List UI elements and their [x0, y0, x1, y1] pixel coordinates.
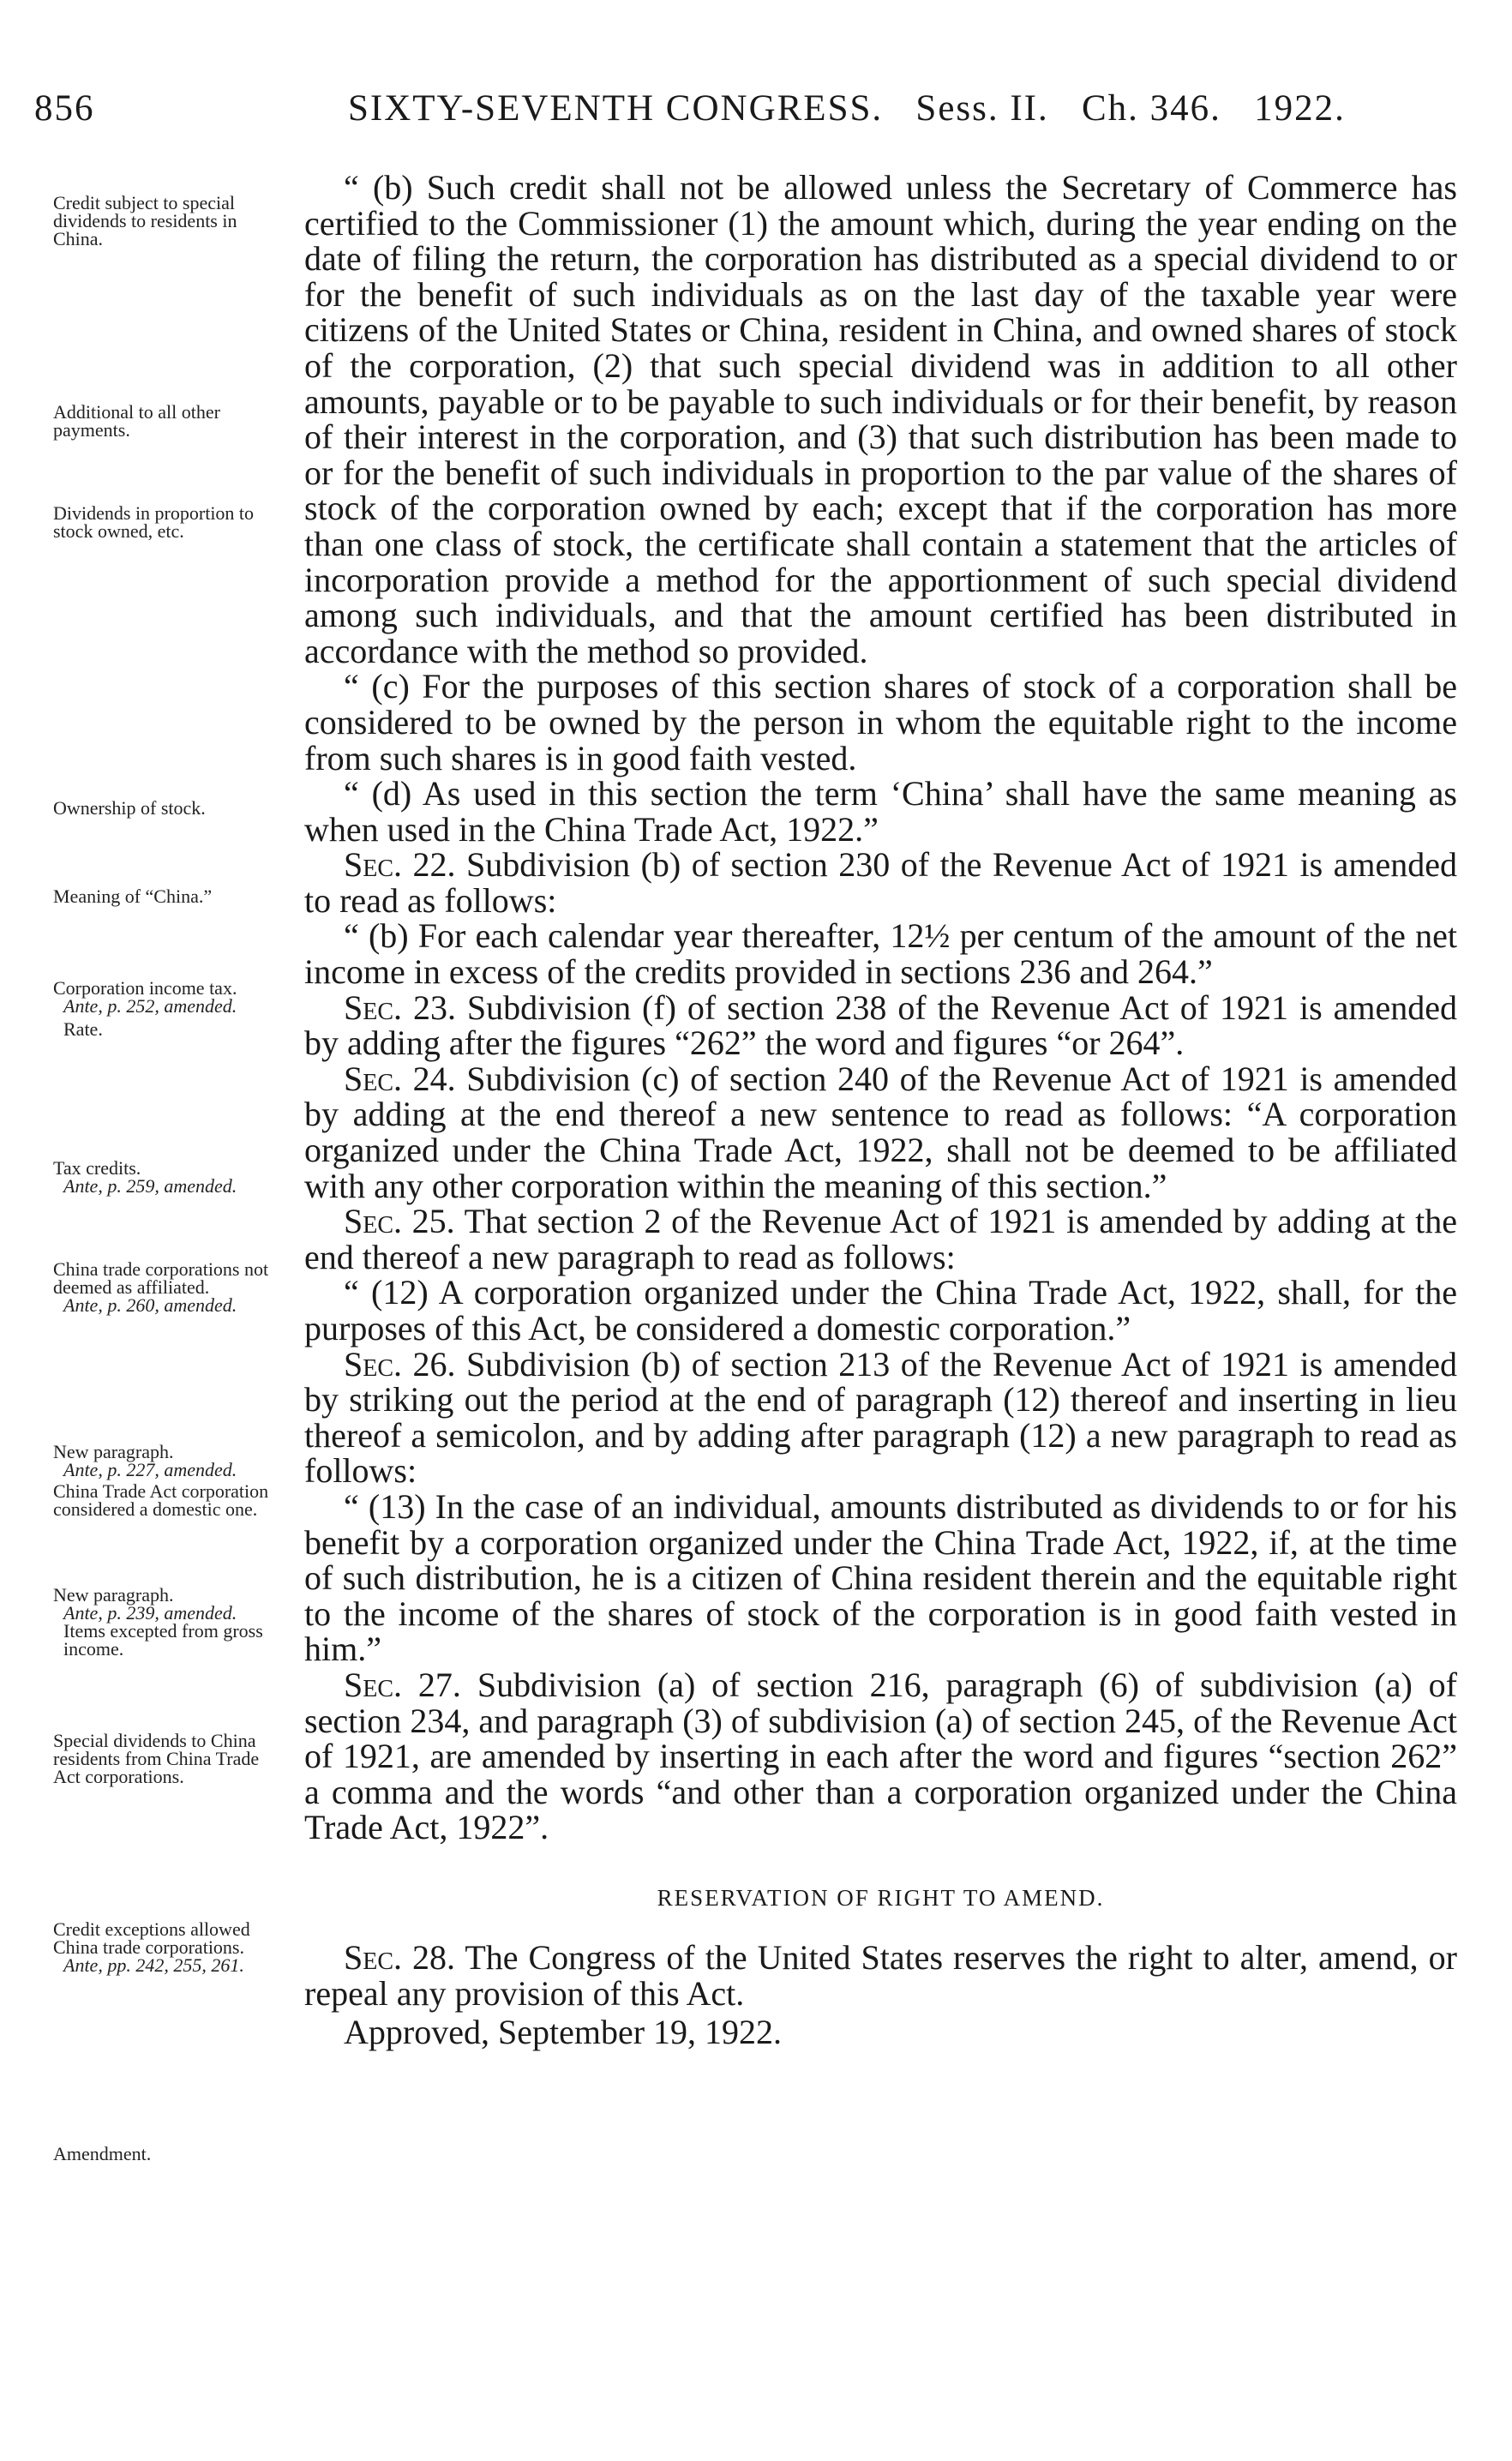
section-22-label: Sec. 22. — [344, 845, 456, 885]
section-26 — [304, 1344, 1458, 1491]
section-23-text: Subdivision (f) of section 238 of the Revenue Act of 1921 is amended by adding after the figures “262” the word and figures “or 264”. — [304, 987, 1457, 1063]
section-28-text: The Congress of the United States reserves the right to alter, amend, or repeal any provision of this Act. — [304, 1937, 1457, 2013]
section-25-label: Sec. 25. — [344, 1202, 455, 1241]
statute-body — [304, 170, 1457, 2050]
section-26-text: Subdivision (b) of section 213 of the Revenue Act of 1921 is amended by striking out the period at the end of paragraph (12) thereof and inserting in lieu thereof a semicolon, and by adding after paragraph (12) a new paragraph to read as follows: — [304, 1344, 1458, 1491]
section-28-label: Sec. 28. — [344, 1937, 456, 1977]
margin-note-credit-exceptions: Credit exceptions allowed China trade corporations. Ante, pp. 242, 255, 261. — [53, 1918, 250, 1976]
margin-note-additional: Additional to all other payments. — [53, 401, 220, 441]
section-24 — [304, 1061, 1457, 1203]
margin-note-meaning-china: Meaning of “China.” — [53, 885, 213, 907]
margin-note-new-paragraph-2: New paragraph. Ante, p. 239, amended. Items excepted from gross income. — [53, 1584, 263, 1660]
section-22 — [304, 847, 1457, 918]
section-27-text: Subdivision (a) of section 216, paragraph (6) of subdivision (a) of section 234, and paragraph (3) of subdivision (a) of section 245, of the Revenue Act of 1921, are amended by inserting in each after the word and figures “section 262” a comma and the words “and other than a corporation organized under the China Trade Act, 1922”. — [304, 1665, 1458, 1847]
margin-note-dividends-proportion: Dividends in proportion to stock owned, etc. — [53, 502, 255, 542]
section-27-label: Sec. 27. — [344, 1665, 461, 1704]
page-header — [34, 87, 1406, 135]
paragraph-b: “ (b) Such credit shall not be allowed unless the Secretary of Commerce has certified to the Commissioner (1) the amount which, during the year ending on the date of filing the return, the corporation has distributed as a special dividend to or for the benefit of such individuals as on the last day of the taxable year were citizens of the United States or China, resident in China, and owned shares of stock of the corporation, (2) that such special dividend was in addition to all other amounts, payable or to be payable to such individuals or for their benefit, by reason of their interest in the corporation, and (3) that such distribution has been made to or for the benefit of such individuals in proportion to the par value of the shares of stock of the corporation owned by each; except that if the corporation has more than one class of stock, the certificate shall contain a statement that the articles of incorporation provide a method for the apportionment of such special dividend among such individuals, and that the amount certified has been distributed in accordance with the method so provided. — [304, 168, 1457, 670]
section-26-quote: “ (13) In the case of an individual, amounts distributed as dividends to or for his benefit by a corporation organized under the China Trade Act, 1922, if, at the time of such distribution, he is a citizen of China resident therein and the equitable right to the income of the shares of stock of the corporation is in good faith vested in him.” — [304, 1486, 1457, 1669]
reservation-heading: RESERVATION OF RIGHT TO AMEND. — [657, 1884, 1105, 1911]
margin-note-corporation-income-tax: Corporation income tax. Ante, p. 252, amended. Rate. — [53, 977, 237, 1040]
section-23 — [304, 987, 1457, 1063]
section-24-label: Sec. 24. — [344, 1059, 456, 1098]
section-26-label: Sec. 26. — [344, 1344, 456, 1384]
section-27 — [304, 1667, 1457, 1846]
paragraph-c: “ (c) For the purposes of this section shares of stock of a corporation shall be considered to be owned by the person in whom the equitable right to the income from such shares is in good faith vested. — [304, 667, 1457, 777]
margin-note-special-dividends: Special dividends to China residents from China Trade Act corporations. — [53, 1730, 260, 1787]
margin-note-credit-subject: Credit subject to special dividends to residents in China. — [53, 192, 237, 249]
section-28 — [304, 1937, 1457, 2013]
page-number: 856 — [34, 88, 95, 129]
margin-note-tax-credits: Tax credits. Ante, p. 259, amended. — [53, 1157, 237, 1197]
section-24-text: Subdivision (c) of section 240 of the Revenue Act of 1921 is amended by adding at the end thereof a new sentence to read as follows: “A corporation organized under the China Trade Act, 1922, shall not be deemed to be affiliated with any other corporation within the meaning of this section.” — [304, 1059, 1457, 1205]
section-25-quote: “ (12) A corporation organized under the China Trade Act, 1922, shall, for the purposes of this Act, be considered a domestic corporation.” — [304, 1273, 1457, 1348]
approved-line: Approved, September 19, 1922. — [344, 2013, 783, 2052]
section-25 — [304, 1203, 1457, 1275]
paragraph-d: “ (d) As used in this section the term ‘China’ shall have the same meaning as when used in the China Trade Act, 1922.” — [304, 774, 1457, 849]
margin-note-ownership: Ownership of stock. — [53, 797, 206, 819]
section-23-label: Sec. 23. — [344, 987, 456, 1027]
margin-note-amendment: Amendment. — [53, 2143, 152, 2164]
section-22-text: Subdivision (b) of section 230 of the Revenue Act of 1921 is amended to read as follows: — [304, 845, 1458, 920]
section-22-quote: “ (b) For each calendar year thereafter, 12½ per centum of the amount of the net income in excess of the credits provided in sections 236 and 264.” — [304, 916, 1457, 992]
margin-note-china-trade-corps: China trade corporations not deemed as affiliated. Ante, p. 260, amended. — [53, 1258, 269, 1316]
section-25-text: That section 2 of the Revenue Act of 1921 is amended by adding at the end thereof a new paragraph to read as follows: — [304, 1202, 1457, 1276]
running-title: SIXTY-SEVENTH CONGRESS. Sess. II. Ch. 346. 1922. — [348, 88, 1346, 129]
margin-note-new-paragraph-1: New paragraph. Ante, p. 227, amended. China Trade Act corporation considered a domestic one. — [53, 1441, 269, 1520]
